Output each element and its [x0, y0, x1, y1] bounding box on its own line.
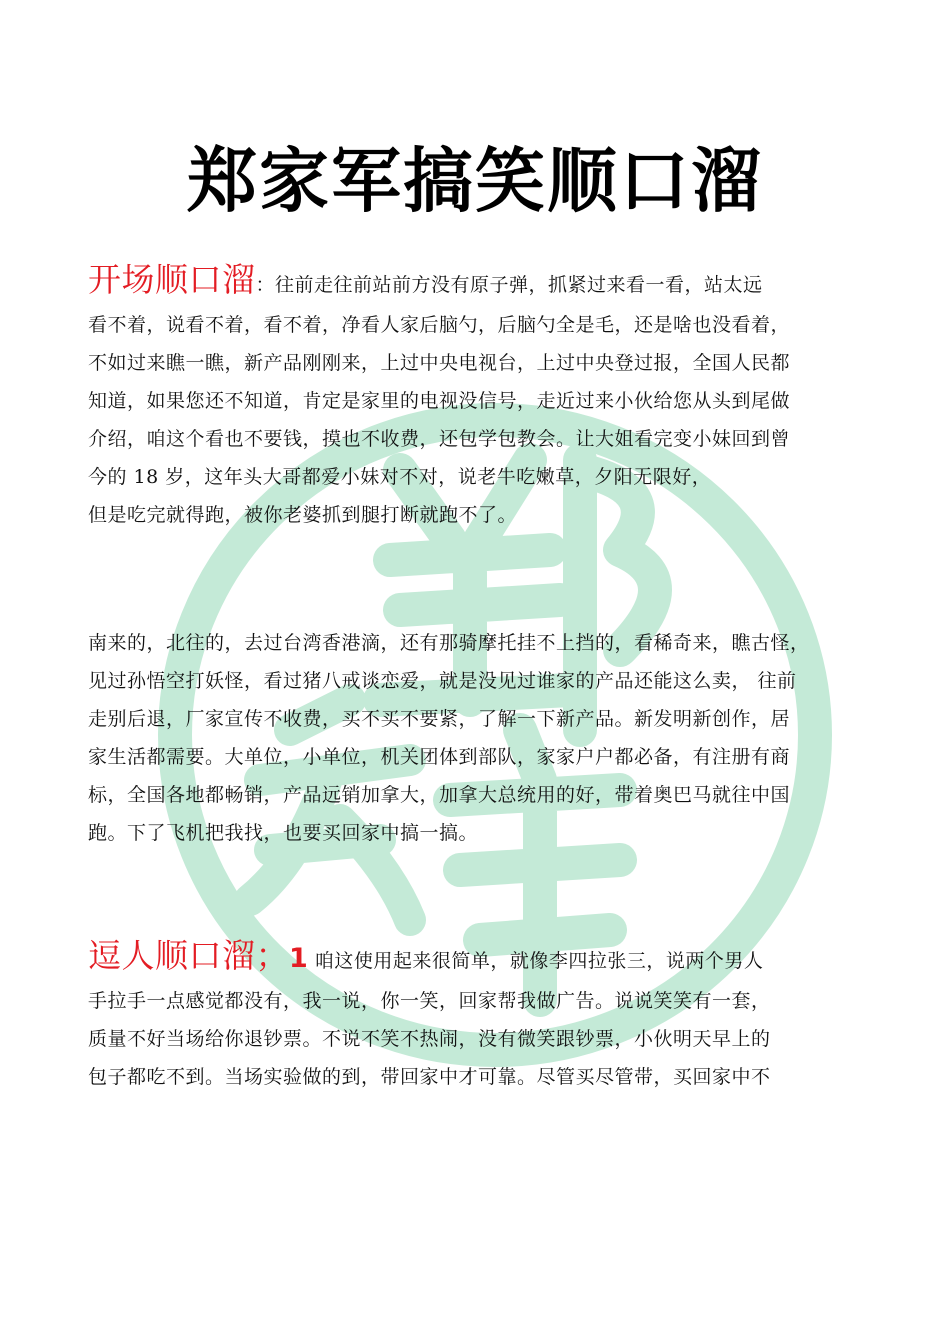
section-line [88, 930, 878, 982]
section-line: 知道，如果您还不知道，肯定是家里的电视没信号，走近过来小伙给您从头到尾做 [88, 390, 791, 412]
section-body-rhyme [88, 624, 878, 852]
document-title: 郑家军搞笑顺口溜 [187, 140, 763, 222]
section-line: 家生活都需要。大单位，小单位，机关团体到部队，家家户户都必备，有注册有商 [88, 746, 791, 768]
section-heading: 逗人顺口溜 [88, 936, 256, 975]
section-heading: 开场顺口溜 [88, 260, 256, 299]
section-funny-rhyme [88, 930, 878, 1096]
heading-separator: ； [255, 936, 289, 975]
section-line: 但是吃完就得跑，被你老婆抓到腿打断就跑不了。 [88, 504, 518, 526]
section-line: 介绍，咱这个看也不要钱，摸也不收费，还包学包教会。让大姐看完变小妹回到曾 [88, 428, 791, 450]
section-line: 跑。下了飞机把我找，也要买回家中搞一搞。 [88, 822, 479, 844]
section-line: 质量不好当场给你退钞票。不说不笑不热闹，没有微笑跟钞票，小伙明天早上的 [88, 1028, 771, 1050]
section-line: 见过孙悟空打妖怪，看过猪八戒谈恋爱，就是没见过谁家的产品还能这么卖， 往前 [88, 670, 797, 692]
line-text: 咱这使用起来很简单，就像李四拉张三，说两个男人 [314, 950, 764, 972]
line-text: 往前走往前站前方没有原子弹，抓紧过来看一看，站太远 [275, 274, 763, 296]
heading-separator: ： [255, 274, 276, 296]
section-line: 包子都吃不到。当场实验做的到，带回家中才可靠。尽管买尽管带，买回家中不 [88, 1066, 771, 1088]
section-line: 南来的，北往的，去过台湾香港滴，还有那骑摩托挂不上挡的，看稀奇来，瞧古怪， [88, 632, 810, 654]
item-number: 1 [289, 943, 309, 974]
section-line: 看不着，说看不着，看不着，净看人家后脑勺，后脑勺全是毛，还是啥也没看着， [88, 314, 791, 336]
section-line [88, 254, 878, 306]
section-line: 走别后退，厂家宣传不收费，买不买不要紧，了解一下新产品。新发明新创作，居 [88, 708, 791, 730]
section-line: 手拉手一点感觉都没有，我一说，你一笑，回家帮我做广告。说说笑笑有一套， [88, 990, 771, 1012]
section-line: 标，全国各地都畅销，产品远销加拿大，加拿大总统用的好，带着奥巴马就往中国 [88, 784, 791, 806]
section-line: 不如过来瞧一瞧，新产品刚刚来，上过中央电视台，上过中央登过报，全国人民都 [88, 352, 791, 374]
section-opening-rhyme [88, 254, 878, 534]
section-line: 今的 18 岁，这年头大哥都爱小妹对不对，说老牛吃嫩草，夕阳无限好， [88, 466, 712, 488]
